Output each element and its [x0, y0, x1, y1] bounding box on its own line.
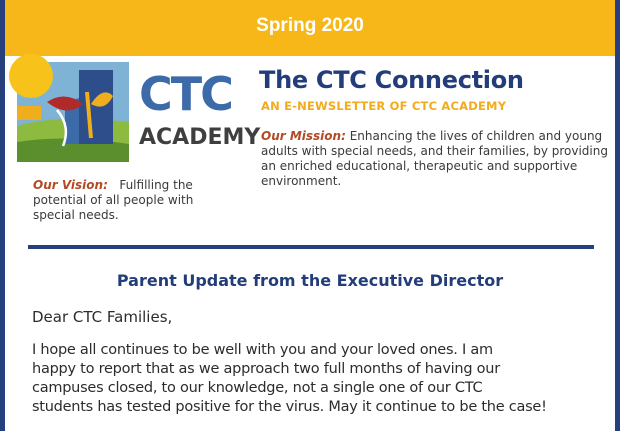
mission-text: Enhancing the lives of children and young adults with special needs, and their families, by providing an enriched educational, therapeutic and supportive environment.: [261, 129, 608, 188]
mission-label: Our Mission:: [261, 129, 346, 143]
article-body: [32, 341, 612, 417]
season-banner: [5, 0, 615, 56]
logo-letters: CTC: [139, 67, 232, 121]
banner-title: Spring 2020: [256, 15, 364, 36]
mission-statement: [261, 129, 616, 189]
logo-subtitle: ACADEMY: [139, 125, 261, 150]
body-line: I hope all continues to be well with you and your loved ones. I am: [32, 342, 493, 358]
body-line: happy to report that as we approach two full months of having our: [32, 361, 500, 377]
article-heading: Parent Update from the Executive Director: [116, 271, 504, 290]
ctc-academy-logo: [17, 62, 261, 170]
article-greeting: Dear CTC Families,: [32, 308, 173, 326]
vision-statement: [33, 178, 233, 223]
body-line: campuses closed, to our knowledge, not a single one of our CTC: [32, 380, 483, 396]
section-divider: [28, 245, 594, 249]
vision-text: Fulfilling the potential of all people with special needs.: [33, 178, 194, 222]
newsletter-subtitle: AN E-NEWSLETTER OF CTC ACADEMY: [261, 99, 507, 113]
body-line: students has tested positive for the virus. May it continue to be the case!: [32, 399, 547, 415]
newsletter-title: The CTC Connection: [259, 66, 524, 94]
vision-label: Our Vision:: [33, 178, 108, 192]
